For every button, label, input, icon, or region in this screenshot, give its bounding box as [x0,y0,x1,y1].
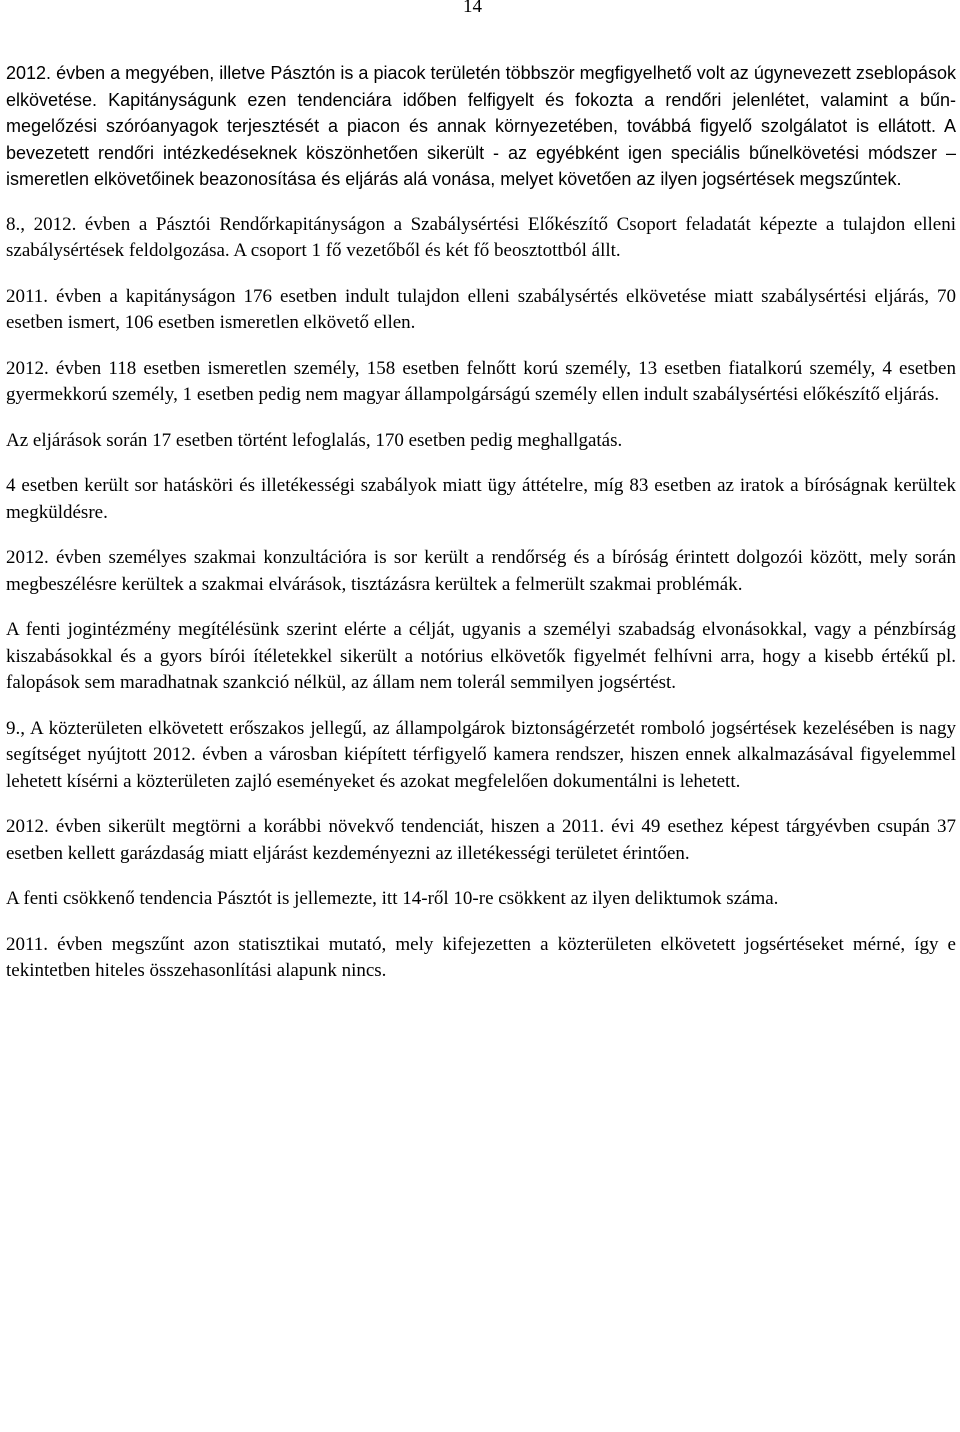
paragraph-transfers: 4 esetben került sor hatásköri és illetékességi szabályok miatt ügy áttételre, míg 83 esetben az iratok a bíróságnak kerültek megküldésre. [6,475,956,523]
paragraph-consultation: 2012. évben személyes szakmai konzultációra is sor került a rendőrség és a bíróság érintett dolgozói között, mely során megbeszélésre kerültek a szakmai elvárások, tisztázásra kerültek a felmerült szakmai problémák. [6,547,956,595]
document-body [6,60,956,1004]
paragraph-2011-cases: 2011. évben a kapitányságon 176 esetben indult tulajdon elleni szabálysértés elkövetése miatt szabálysértési eljárás, 70 esetben ismert, 106 esetben ismeretlen elkövető ellen. [6,285,956,333]
paragraph-statistics: 2011. évben megszűnt azon statisztikai mutató, mely kifejezetten a közterületen elkövetett jogsértéseket mérné, így e tekintetben hiteles összehasonlítási alapunk nincs. [6,933,956,981]
paragraph-seizures: Az eljárások során 17 esetben történt lefoglalás, 170 esetben pedig meghallgatás. [6,429,623,451]
paragraph-section-8: 8., 2012. évben a Pásztói Rendőrkapitányságon a Szabálysértési Előkészítő Csoport feladatát képezte a tulajdon elleni szabálysértések feldolgozása. A csoport 1 fő vezetőből és két fő beosztottból állt. [6,213,956,261]
paragraph-decreasing-trend: A fenti csökkenő tendencia Pásztót is jellemezte, itt 14-ről 10-re csökkent az ilyen deliktumok száma. [6,888,779,909]
paragraph-2012-cases: 2012. évben 118 esetben ismeretlen személy, 158 esetben felnőtt korú személy, 13 esetben fiatalkorú személy, 4 esetben gyermekkorú személy, 1 esetben pedig nem magyar állampolgárságú személy ellen indult szabálysértési előkészítő eljárás. [6,357,956,405]
paragraph-section-9: 9., A közterületen elkövetett erőszakos jellegű, az állampolgárok biztonságérzetét romboló jogsértések kezelésében is nagy segítséget nyújtott 2012. évben a városban kiépített térfigyelő kamera rendszer, hiszen ennek alkalmazásával figyelemmel lehetett kísérni a közterületen zajló eseményeket és azokat megfelelően dokumentálni is lehetett. [6,717,956,792]
paragraph-pickpocketing: 2012. évben a megyében, illetve Pásztón is a piacok területén többször megfigyelhető volt az úgynevezett zseblopások elkövetése. Kapitányságunk ezen tendenciára időben felfigyelt és fokozta a rendőri jelenlétet, valamint a bűn-megelőzési szóróanyagok terjesztését a piacon és annak környezetében, továbbá figyelő szolgálatot is ellátott. A bevezetett rendőri intézkedéseknek köszönhetően sikerült - az egyébként igen speciális bűnelkövetési módszer – ismeretlen elkövetőinek beazonosítása és eljárás alá vonása, melyet követően az ilyen jogsértések megszűntek. [6,63,956,189]
page-number: 14 [463,0,482,17]
paragraph-disorderly-conduct: 2012. évben sikerült megtörni a korábbi növekvő tendenciát, hiszen a 2011. évi 49 esethez képest tárgyévben csupán 37 esetben kellett garázdaság miatt eljárást kezdeményezni az illetékességi területet érintően. [6,816,956,864]
paragraph-assessment: A fenti jogintézmény megítélésünk szerint elérte a célját, ugyanis a személyi szabadság elvonásokkal, vagy a pénzbírság kiszabásokkal és a gyors bírói ítéletekkel sikerült a notórius elkövetők figyelmét felhívni arra, hogy a kisebb értékű pl. falopások sem maradhatnak szankció nélkül, az állam nem tolerál semmilyen jogsértést. [6,619,956,693]
